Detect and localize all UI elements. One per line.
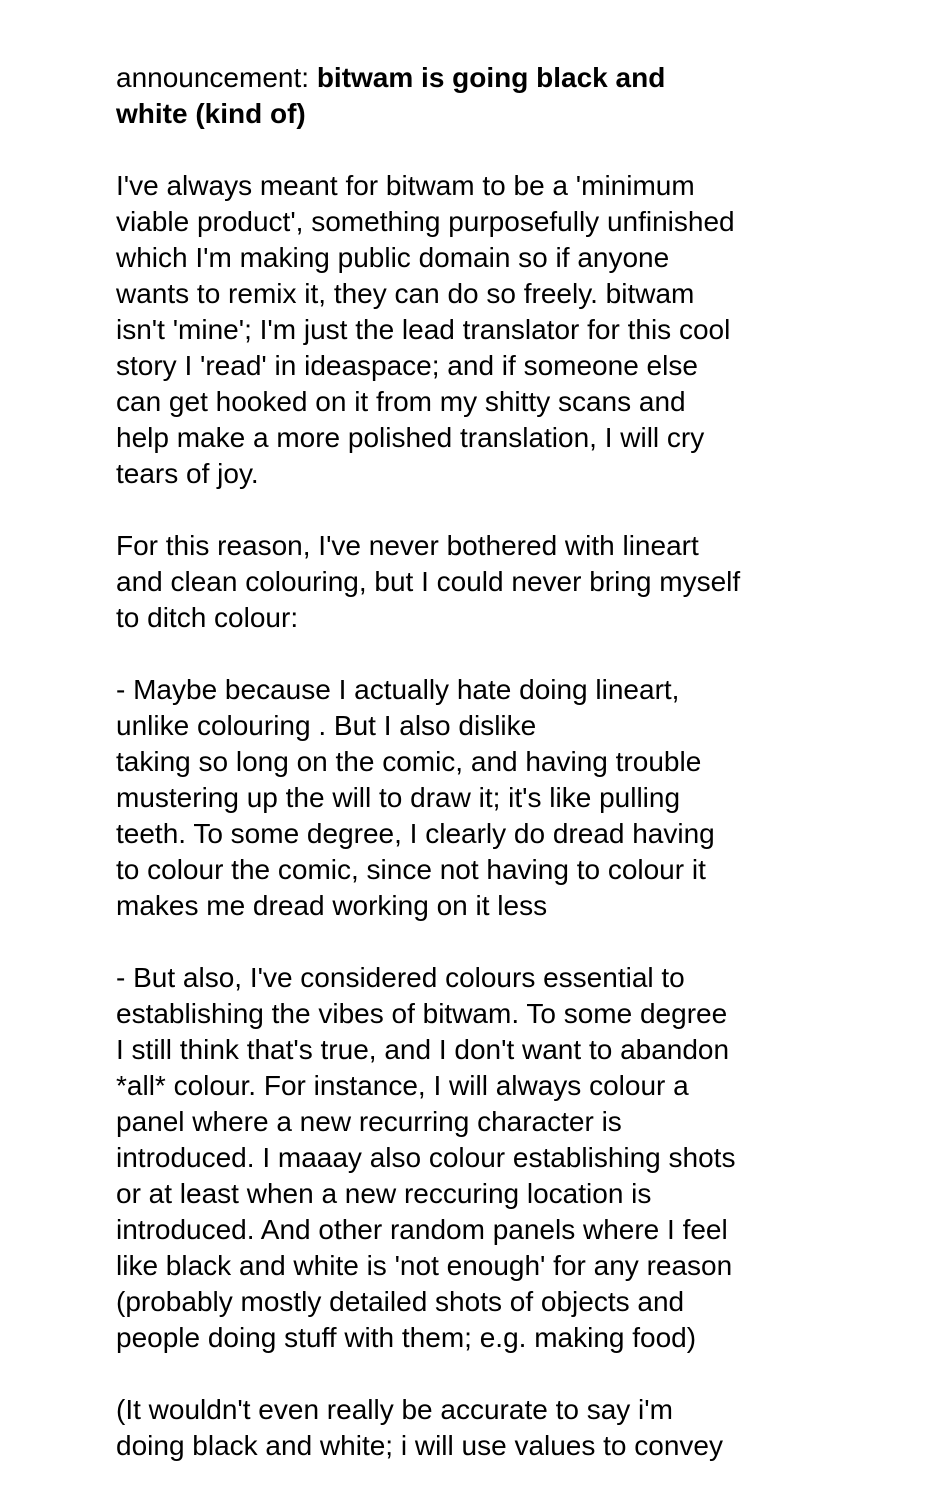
- paragraph-bullet-lineart: - Maybe because I actually hate doing lineart, unlike colouring . But I also dislike taking so long on the comic, and having trouble mustering up the will to draw it; it's like pulling teeth. To some degree, I clearly do dread having to colour the comic, since not having to colour it makes me dread working on it less: [116, 674, 715, 921]
- heading-label: announcement:: [116, 62, 317, 93]
- announcement-heading: [116, 60, 836, 132]
- paragraph-reason: For this reason, I've never bothered with lineart and clean colouring, but I could never bring myself to ditch colour:: [116, 530, 741, 633]
- document-body: [116, 60, 836, 1500]
- paragraph-cutoff: (It wouldn't even really be accurate to say i'm doing black and white; i will use values to convey: [116, 1394, 724, 1461]
- paragraph-intro: I've always meant for bitwam to be a 'minimum viable product', something purposefully unfinished which I'm making public domain so if anyone wants to remix it, they can do so freely. bitwam isn't 'mine'; I'm just the lead translator for this cool story I 'read' in ideaspace; and if someone else can get hooked on it from my shitty scans and help make a more polished translation, I will cry tears of joy.: [116, 170, 735, 489]
- paragraph-bullet-colours: - But also, I've considered colours essential to establishing the vibes of bitwam. To some degree I still think that's true, and I don't want to abandon *all* colour. For instance, I will always colour a panel where a new recurring character is introduced. I maaay also colour establishing shots or at least when a new reccuring location is introduced. And other random panels where I feel like black and white is 'not enough' for any reason (probably mostly detailed shots of objects and people doing stuff with them; e.g. making food): [116, 962, 736, 1353]
- heading-title: bitwam is going black and white (kind of): [116, 62, 666, 129]
